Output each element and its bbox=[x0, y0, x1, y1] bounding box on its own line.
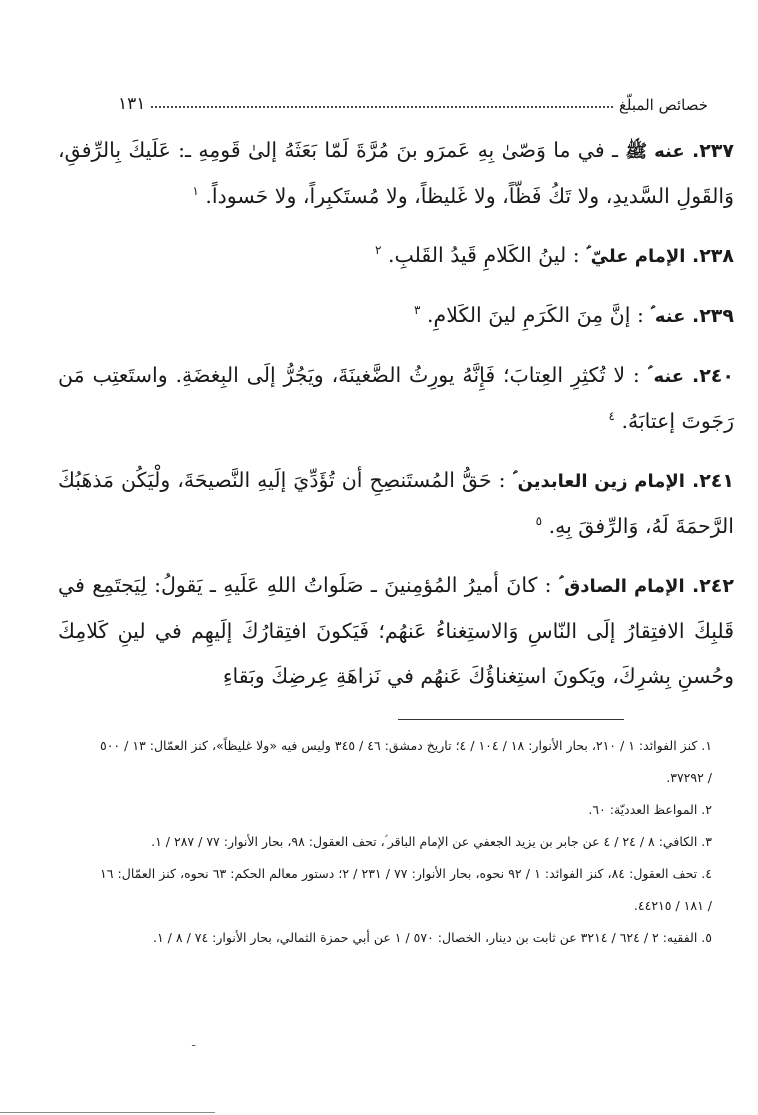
footnote-marker: ١ bbox=[192, 184, 199, 199]
footnote: ٥. الفقيه: ٢ / ٦٢٤ / ٣٢١٤ عن ثابت بن دينار، الخصال: ٥٧٠ / ١ عن أبي حمزة الثمالي، بحار الأنوار: ٧٤ / ٨ / ١. bbox=[153, 930, 712, 945]
hadith-source: عنه ؑ bbox=[647, 366, 685, 387]
running-head bbox=[118, 84, 708, 114]
footnote-marker: ٤ bbox=[608, 409, 615, 424]
hadith-text: : إنَّ مِنَ الكَرَمِ لينَ الكَلامِ. bbox=[427, 303, 644, 327]
hadith-entry bbox=[58, 458, 734, 549]
hadith-entry bbox=[58, 128, 734, 219]
hadith-entry bbox=[58, 563, 734, 699]
footnote-marker: ٢ bbox=[374, 243, 382, 258]
page-edge-line bbox=[0, 1112, 215, 1113]
hadith-entry bbox=[58, 233, 734, 279]
page-number: ١٣١ bbox=[118, 94, 146, 114]
footnote: ١. كنز الفوائد: ١ / ٢١٠، بحار الأنوار: ١٨ / ١٠٤ / ٤؛ تاريخ دمشق: ٤٦ / ٣٤٥ وليس فيه «ولا غليظاً»، كنز العمّال: ١٣ / ٥٠٠ / ٣٧٢٩٢. bbox=[100, 738, 712, 785]
hadith-text: : كانَ أميرُ المُؤمِنينَ ـ صَلَواتُ اللهِ عَلَيهِ ـ يَقولُ: لِيَجتَمِع في قَلبِكَ الافتِقارُ إلَى النّاسِ وَالاستِغناءُ عَنهُم؛ فَيَكونَ افتِقارُكَ إلَيهِم في لينِ كَلامِكَ وحُسنِ بِشرِكَ، ويَكونَ استِغناؤُكَ عَنهُم في نَزاهَةِ عِرضِكَ وبَقاءِ bbox=[58, 573, 734, 688]
hadith-number: ٢٣٧. bbox=[691, 140, 734, 162]
leader-dots bbox=[151, 106, 613, 108]
hadith-source: الإمام زين العابدين ؑ bbox=[512, 471, 685, 492]
hadith-number: ٢٤٢. bbox=[691, 575, 734, 597]
footnote-marker: ٣ bbox=[414, 303, 421, 318]
hadith-source: عنه ﷺ bbox=[625, 141, 685, 162]
footnote: ٢. المواعظ العدديّة: ٦٠. bbox=[588, 802, 712, 817]
hadith-source: الإمام الصادق ؑ bbox=[558, 576, 685, 597]
hadith-source: الإمام عليّ ؑ bbox=[586, 246, 686, 267]
hadith-text: : حَقُّ المُستَنصِحِ أن تُؤَدِّيَ إلَيهِ النَّصيحَةَ، ولْيَكُن مَذهَبُكَ الرَّحمَةَ لَهُ، وَالرِّفقَ بِهِ. bbox=[58, 468, 734, 538]
hadith-list bbox=[58, 128, 734, 713]
hadith-number: ٢٤١. bbox=[691, 470, 734, 492]
footnote: ٣. الكافي: ٨ / ٢٤ / ٤ عن جابر بن يزيد الجعفي عن الإمام الباقر ؑ، تحف العقول: ٩٨، بحار الأنوار: ٧٧ / ٢٨٧ / ١. bbox=[151, 834, 712, 849]
hadith-entry bbox=[58, 353, 734, 444]
hadith-text: : لا تُكثِرِ العِتابَ؛ فَإِنَّهُ يورِثُ الضَّغينَةَ، ويَجُرُّ إلَى البِغضَةِ. واستَعتِب مَن رَجَوتَ إعتابَهُ. bbox=[58, 363, 734, 433]
hadith-entry bbox=[58, 293, 734, 339]
footnote: ٤. تحف العقول: ٨٤، كنز الفوائد: ١ / ٩٢ نحوه، بحار الأنوار: ٧٧ / ٢٣١ / ٢؛ دستور معالم الحكم: ٦٣ نحوه، كنز العمّال: ١٦ / ١٨١ / ٤٤٢١٥. bbox=[100, 866, 712, 913]
margin-mark: ـ bbox=[192, 1036, 196, 1049]
hadith-text: ـ في ما وَصّىٰ بِهِ عَمرَو بنَ مُرَّةَ لَمّا بَعَثَهُ إلىٰ قَومِهِ ـ: عَلَيكَ بِالرِّفقِ، وَالقَولِ السَّديدِ، ولا تَكُ فَظّاً، ولا غَليظاً، ولا مُستَكبِراً، ولا حَسوداً. bbox=[58, 138, 734, 208]
hadith-number: ٢٣٩. bbox=[691, 305, 734, 327]
hadith-number: ٢٣٨. bbox=[691, 245, 734, 267]
footnote-separator bbox=[398, 719, 624, 720]
book-title: خصائص المبلّغ bbox=[618, 96, 708, 114]
hadith-text: : لينُ الكَلامِ قَيدُ القَلبِ. bbox=[387, 243, 580, 267]
footnotes bbox=[100, 730, 712, 954]
footnote-marker: ٥ bbox=[535, 514, 543, 529]
hadith-number: ٢٤٠. bbox=[691, 365, 734, 387]
hadith-source: عنه ؑ bbox=[650, 306, 686, 327]
